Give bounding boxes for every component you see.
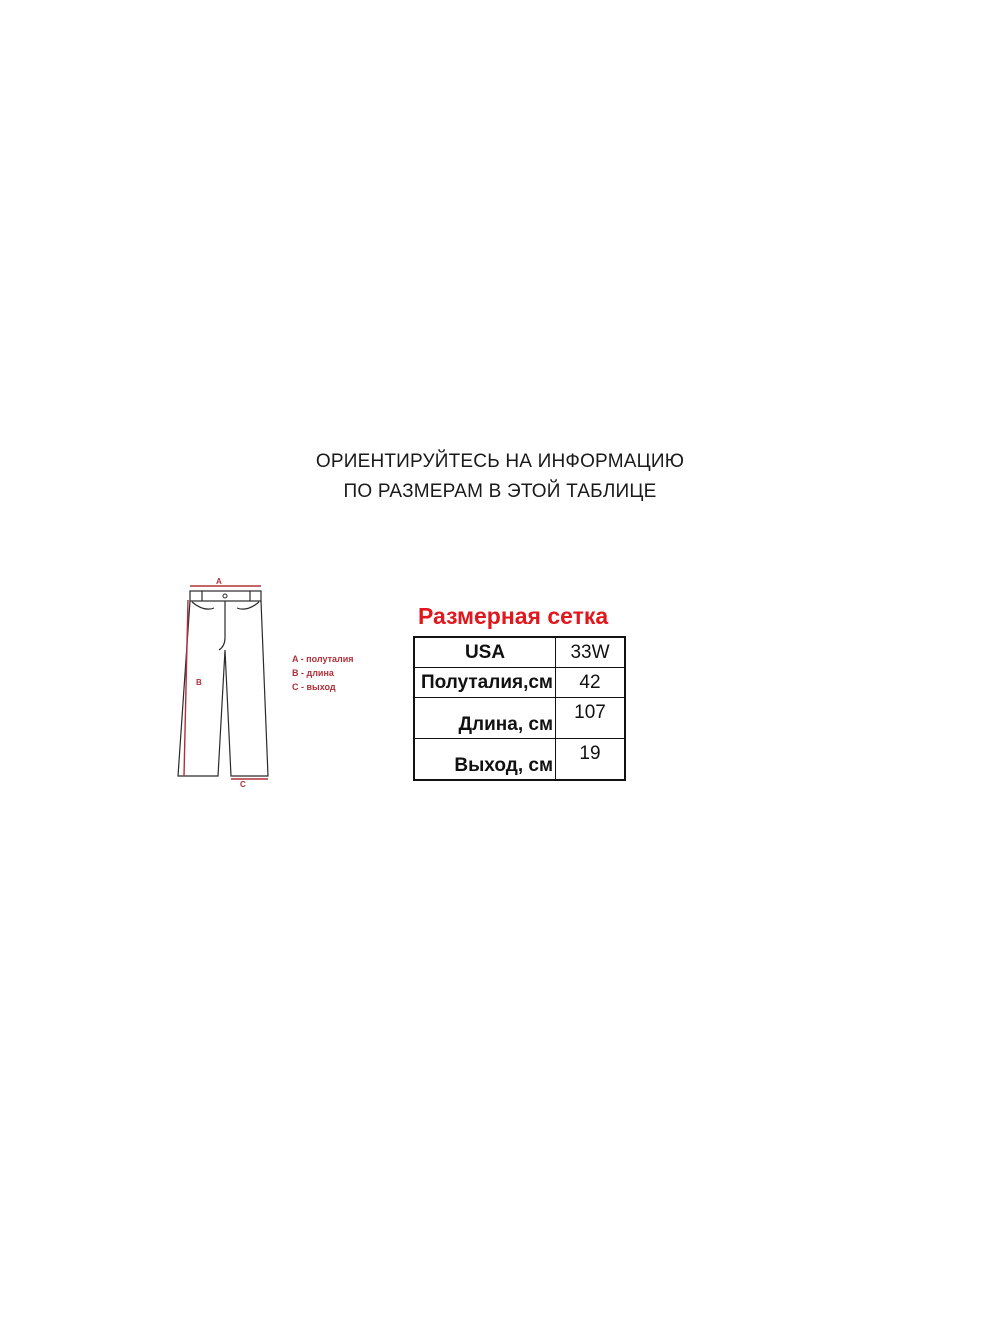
row-label: Длина, см [414, 698, 556, 739]
fly-line [219, 601, 225, 650]
row-label: Выход, см [414, 739, 556, 781]
page-heading [0, 447, 1000, 507]
row-label: USA [414, 637, 556, 668]
pants-outline [178, 601, 268, 776]
size-table [413, 636, 626, 781]
size-table-title: Размерная сетка [418, 603, 609, 629]
heading-line-2: ПО РАЗМЕРАМ В ЭТОЙ ТАБЛИЦЕ [343, 481, 657, 502]
legend-item-c: C - выход [292, 682, 336, 692]
table-row [414, 668, 625, 698]
row-value: 33W [556, 637, 626, 668]
legend-item-a: A - полуталия [292, 654, 354, 664]
measurement-legend [292, 652, 354, 694]
heading-line-1: ОРИЕНТИРУЙТЕСЬ НА ИНФОРМАЦИЮ [315, 451, 685, 472]
row-value: 107 [556, 698, 626, 739]
button-icon [223, 594, 227, 598]
measure-c-label: C [240, 780, 246, 789]
left-pocket [192, 602, 214, 609]
row-label: Полуталия,см [414, 668, 556, 698]
row-value: 19 [556, 739, 626, 781]
table-row [414, 739, 625, 781]
table-row [414, 637, 625, 668]
table-row [414, 698, 625, 739]
right-pocket [237, 602, 259, 609]
row-value: 42 [556, 668, 626, 698]
pants-diagram [170, 572, 280, 792]
measure-a-label: A [216, 577, 222, 586]
legend-item-b: B - длина [292, 668, 334, 678]
measure-b-label: B [196, 678, 202, 687]
